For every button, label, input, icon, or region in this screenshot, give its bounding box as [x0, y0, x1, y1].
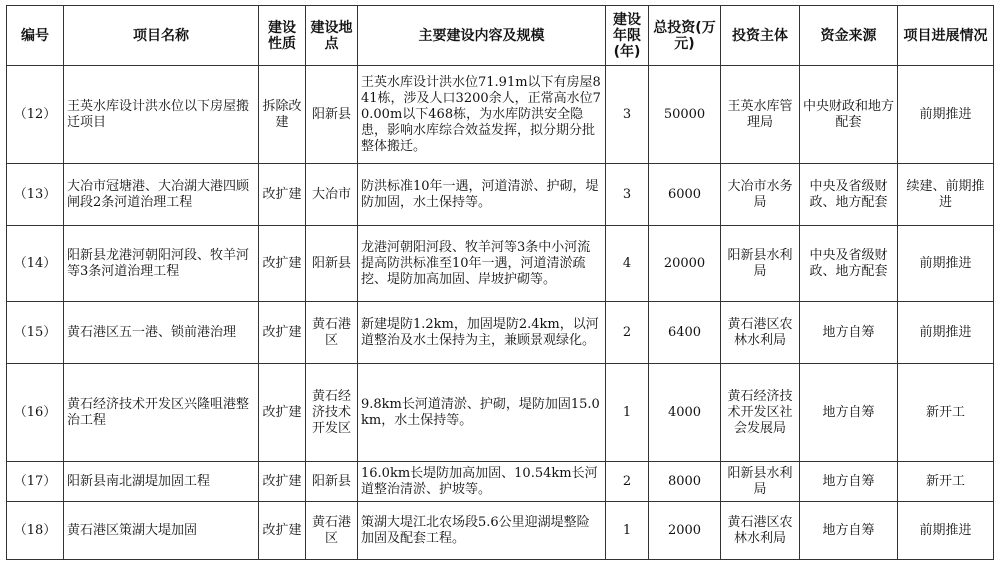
cell-content: 16.0km长堤防加高加固、10.54km长河道整治清淤、护坡等。 [358, 462, 606, 502]
cell-place: 黄石港区 [306, 302, 358, 364]
cell-place: 黄石港区 [306, 502, 358, 560]
cell-no: （16） [7, 364, 64, 462]
cell-nature: 改扩建 [259, 226, 306, 302]
header-place: 建设地点 [306, 6, 358, 66]
cell-name: 王英水库设计洪水位以下房屋搬迁项目 [64, 66, 259, 164]
cell-years: 3 [606, 66, 649, 164]
cell-invest: 20000 [649, 226, 721, 302]
cell-no: （14） [7, 226, 64, 302]
table-row [7, 462, 994, 502]
table-row [7, 302, 994, 364]
table-row [7, 226, 994, 302]
cell-content: 新建堤防1.2km，加固堤防2.4km，以河道整治及水土保持为主，兼顾景观绿化。 [358, 302, 606, 364]
header-nature: 建设性质 [259, 6, 306, 66]
cell-name: 黄石经济技术开发区兴隆咀港整治工程 [64, 364, 259, 462]
cell-fund: 中央财政和地方配套 [800, 66, 898, 164]
cell-no: （12） [7, 66, 64, 164]
cell-owner: 阳新县水利局 [721, 462, 800, 502]
table-row [7, 164, 994, 226]
cell-fund: 中央及省级财政、地方配套 [800, 164, 898, 226]
header-status: 项目进展情况 [898, 6, 994, 66]
cell-content: 龙港河朝阳河段、牧羊河等3条中小河流提高防洪标准至10年一遇，河道清淤疏挖、堤防加高加固、岸坡护砌等。 [358, 226, 606, 302]
header-name: 项目名称 [64, 6, 259, 66]
cell-fund: 地方自筹 [800, 502, 898, 560]
cell-status: 前期推进 [898, 66, 994, 164]
cell-invest: 4000 [649, 364, 721, 462]
cell-invest: 8000 [649, 462, 721, 502]
cell-nature: 拆除改建 [259, 66, 306, 164]
cell-name: 大冶市冠塘港、大冶湖大港四顾闸段2条河道治理工程 [64, 164, 259, 226]
cell-owner: 王英水库管理局 [721, 66, 800, 164]
cell-content: 防洪标准10年一遇，河道清淤、护砌，堤防加固，水土保持等。 [358, 164, 606, 226]
cell-invest: 6000 [649, 164, 721, 226]
cell-owner: 大冶市水务局 [721, 164, 800, 226]
cell-status: 新开工 [898, 462, 994, 502]
cell-fund: 中央及省级财政、地方配套 [800, 226, 898, 302]
cell-owner: 黄石港区农林水利局 [721, 302, 800, 364]
cell-status: 前期推进 [898, 302, 994, 364]
header-no: 编号 [7, 6, 64, 66]
cell-nature: 改扩建 [259, 164, 306, 226]
table-row [7, 66, 994, 164]
cell-owner: 黄石港区农林水利局 [721, 502, 800, 560]
table-row [7, 502, 994, 560]
cell-no: （17） [7, 462, 64, 502]
cell-content: 王英水库设计洪水位71.91m以下有房屋841栋，涉及人口3200余人，正常高水位70.00m以下468栋，为水库防洪安全隐患，影响水库综合效益发挥，拟分期分批整体搬迁。 [358, 66, 606, 164]
header-fund: 资金来源 [800, 6, 898, 66]
header-years: 建设年限(年) [606, 6, 649, 66]
cell-fund: 地方自筹 [800, 302, 898, 364]
cell-status: 前期推进 [898, 502, 994, 560]
cell-status: 续建、前期推进 [898, 164, 994, 226]
cell-invest: 50000 [649, 66, 721, 164]
header-row [7, 6, 994, 66]
cell-years: 4 [606, 226, 649, 302]
cell-name: 黄石港区策湖大堤加固 [64, 502, 259, 560]
cell-nature: 改扩建 [259, 462, 306, 502]
cell-nature: 改扩建 [259, 364, 306, 462]
cell-content: 9.8km长河道清淤、护砌，堤防加固15.0km，水土保持等。 [358, 364, 606, 462]
cell-years: 3 [606, 164, 649, 226]
cell-status: 前期推进 [898, 226, 994, 302]
cell-place: 阳新县 [306, 226, 358, 302]
cell-years: 1 [606, 502, 649, 560]
page [6, 5, 994, 560]
cell-content: 策湖大堤江北农场段5.6公里迎湖堤整险加固及配套工程。 [358, 502, 606, 560]
header-owner: 投资主体 [721, 6, 800, 66]
cell-status: 新开工 [898, 364, 994, 462]
cell-place: 黄石经济技术开发区 [306, 364, 358, 462]
header-content: 主要建设内容及规模 [358, 6, 606, 66]
cell-name: 黄石港区五一港、锁前港治理 [64, 302, 259, 364]
cell-owner: 黄石经济技术开发区社会发展局 [721, 364, 800, 462]
cell-years: 2 [606, 302, 649, 364]
cell-place: 阳新县 [306, 462, 358, 502]
cell-owner: 阳新县水利局 [721, 226, 800, 302]
cell-invest: 2000 [649, 502, 721, 560]
header-invest: 总投资(万元) [649, 6, 721, 66]
cell-fund: 地方自筹 [800, 462, 898, 502]
cell-nature: 改扩建 [259, 502, 306, 560]
cell-name: 阳新县龙港河朝阳河段、牧羊河等3条河道治理工程 [64, 226, 259, 302]
cell-years: 1 [606, 364, 649, 462]
cell-place: 大冶市 [306, 164, 358, 226]
cell-no: （13） [7, 164, 64, 226]
cell-place: 阳新县 [306, 66, 358, 164]
cell-invest: 6400 [649, 302, 721, 364]
cell-no: （15） [7, 302, 64, 364]
cell-years: 2 [606, 462, 649, 502]
table-row [7, 364, 994, 462]
cell-fund: 地方自筹 [800, 364, 898, 462]
cell-nature: 改扩建 [259, 302, 306, 364]
cell-name: 阳新县南北湖堤加固工程 [64, 462, 259, 502]
cell-no: （18） [7, 502, 64, 560]
project-table [6, 5, 994, 560]
